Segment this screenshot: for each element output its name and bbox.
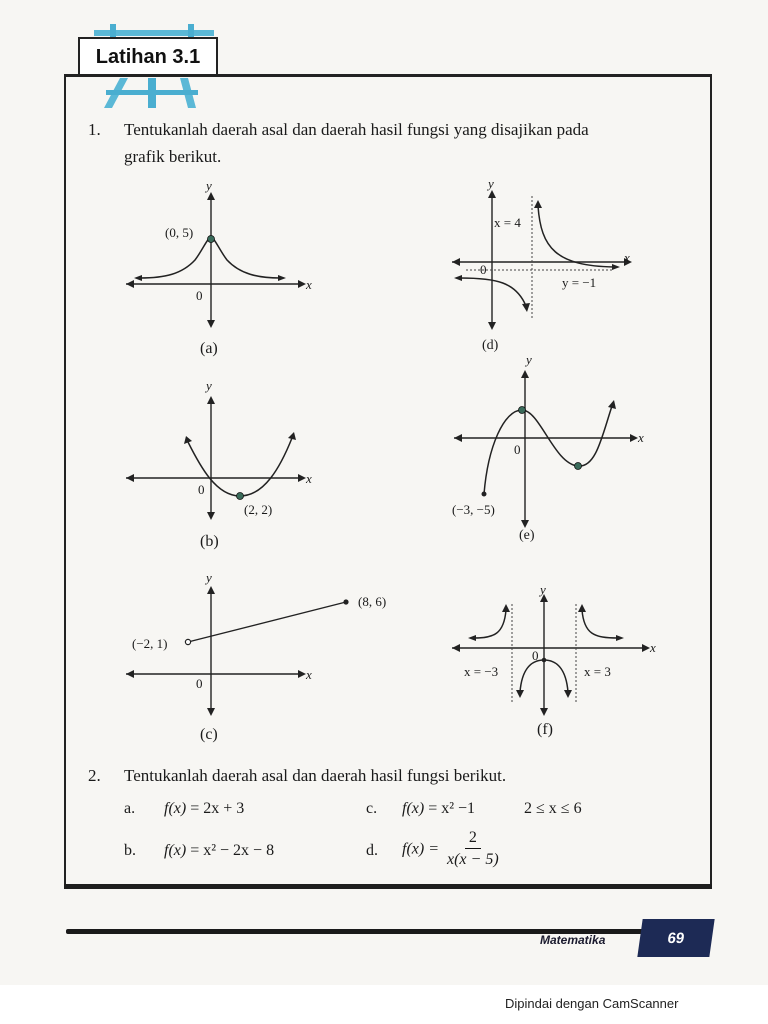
graph-c-y-label: y xyxy=(206,570,212,585)
frame-bottom-bar xyxy=(64,884,712,889)
graph-c-start-point: (−2, 1) xyxy=(132,636,168,651)
graph-f-left-asymptote: x = −3 xyxy=(464,664,499,679)
graph-f-origin: 0 xyxy=(532,648,539,663)
graph-e-caption: (e) xyxy=(519,528,535,543)
graph-f-y-label: y xyxy=(540,582,546,597)
graph-f xyxy=(446,580,666,720)
graph-f-right-asymptote: x = 3 xyxy=(584,664,611,679)
graph-a-point: (0, 5) xyxy=(165,225,194,240)
graph-c-origin: 0 xyxy=(196,676,203,691)
item-a-label: a. xyxy=(124,800,136,817)
item-d-expression: f(x) = $\frac{2}{x(x - 5)}$ xyxy=(402,828,499,871)
question-2-text: Tentukanlah daerah asal dan daerah hasil fungsi berikut. xyxy=(124,766,507,785)
footer-subject: Matematika xyxy=(540,933,606,947)
graph-d-caption: (d) xyxy=(482,338,499,353)
item-c-domain: 2 ≤ x ≤ 6 xyxy=(524,800,582,817)
item-b-label: b. xyxy=(124,842,136,859)
graph-a-y-label: y xyxy=(206,178,212,193)
item-a-expression: f(x) = 2x + 3 xyxy=(164,800,245,817)
graph-d-horizontal-asymptote: y = −1 xyxy=(562,275,597,290)
graph-a xyxy=(120,180,320,330)
graph-a-caption: (a) xyxy=(200,340,218,357)
graph-b xyxy=(120,378,320,528)
graph-b-point: (2, 2) xyxy=(244,502,273,517)
graph-f-caption: (f) xyxy=(537,721,553,738)
graph-c-end-point: (8, 6) xyxy=(358,594,387,609)
graph-f-x-label: x xyxy=(650,640,656,655)
graph-a-x-label: x xyxy=(306,277,312,292)
graph-c-x-label: x xyxy=(306,667,312,682)
graph-b-origin: 0 xyxy=(198,482,205,497)
item-d-label: d. xyxy=(366,842,378,859)
graph-d-y-label: y xyxy=(488,176,494,191)
question-2-number: 2. xyxy=(88,766,101,785)
graph-c-caption: (c) xyxy=(200,726,218,743)
graph-b-y-label: y xyxy=(206,378,212,393)
graph-e xyxy=(446,352,656,526)
item-b-expression: f(x) = x² − 2x − 8 xyxy=(164,842,275,859)
question-1-line1: Tentukanlah daerah asal dan daerah hasil fungsi yang disajikan pada xyxy=(124,120,589,139)
graph-e-x-label: x xyxy=(638,430,644,445)
item-c-label: c. xyxy=(366,800,378,817)
exercise-title: Latihan 3.1 xyxy=(78,37,218,77)
graph-a-origin: 0 xyxy=(196,288,203,303)
graph-d-x-label: x xyxy=(624,250,630,265)
question-1-number: 1. xyxy=(88,120,101,139)
graph-d-vertical-asymptote: x = 4 xyxy=(494,215,521,230)
graph-d-origin: 0 xyxy=(480,262,487,277)
item-c-expression: f(x) = x² −1 xyxy=(402,800,476,817)
graph-e-origin: 0 xyxy=(514,442,521,457)
graph-b-caption: (b) xyxy=(200,533,219,550)
graph-e-y-label: y xyxy=(526,352,532,367)
question-1-line2: grafik berikut. xyxy=(124,147,222,166)
graph-b-x-label: x xyxy=(306,471,312,486)
scanner-watermark: Dipindai dengan CamScanner xyxy=(505,996,679,1011)
page-number: 69 xyxy=(637,919,714,957)
graph-d xyxy=(446,178,646,338)
item-d-fraction: $\frac{2}{x(x - 5)}$ xyxy=(447,829,499,868)
graph-c xyxy=(120,572,390,722)
graph-e-start-point: (−3, −5) xyxy=(452,502,495,517)
